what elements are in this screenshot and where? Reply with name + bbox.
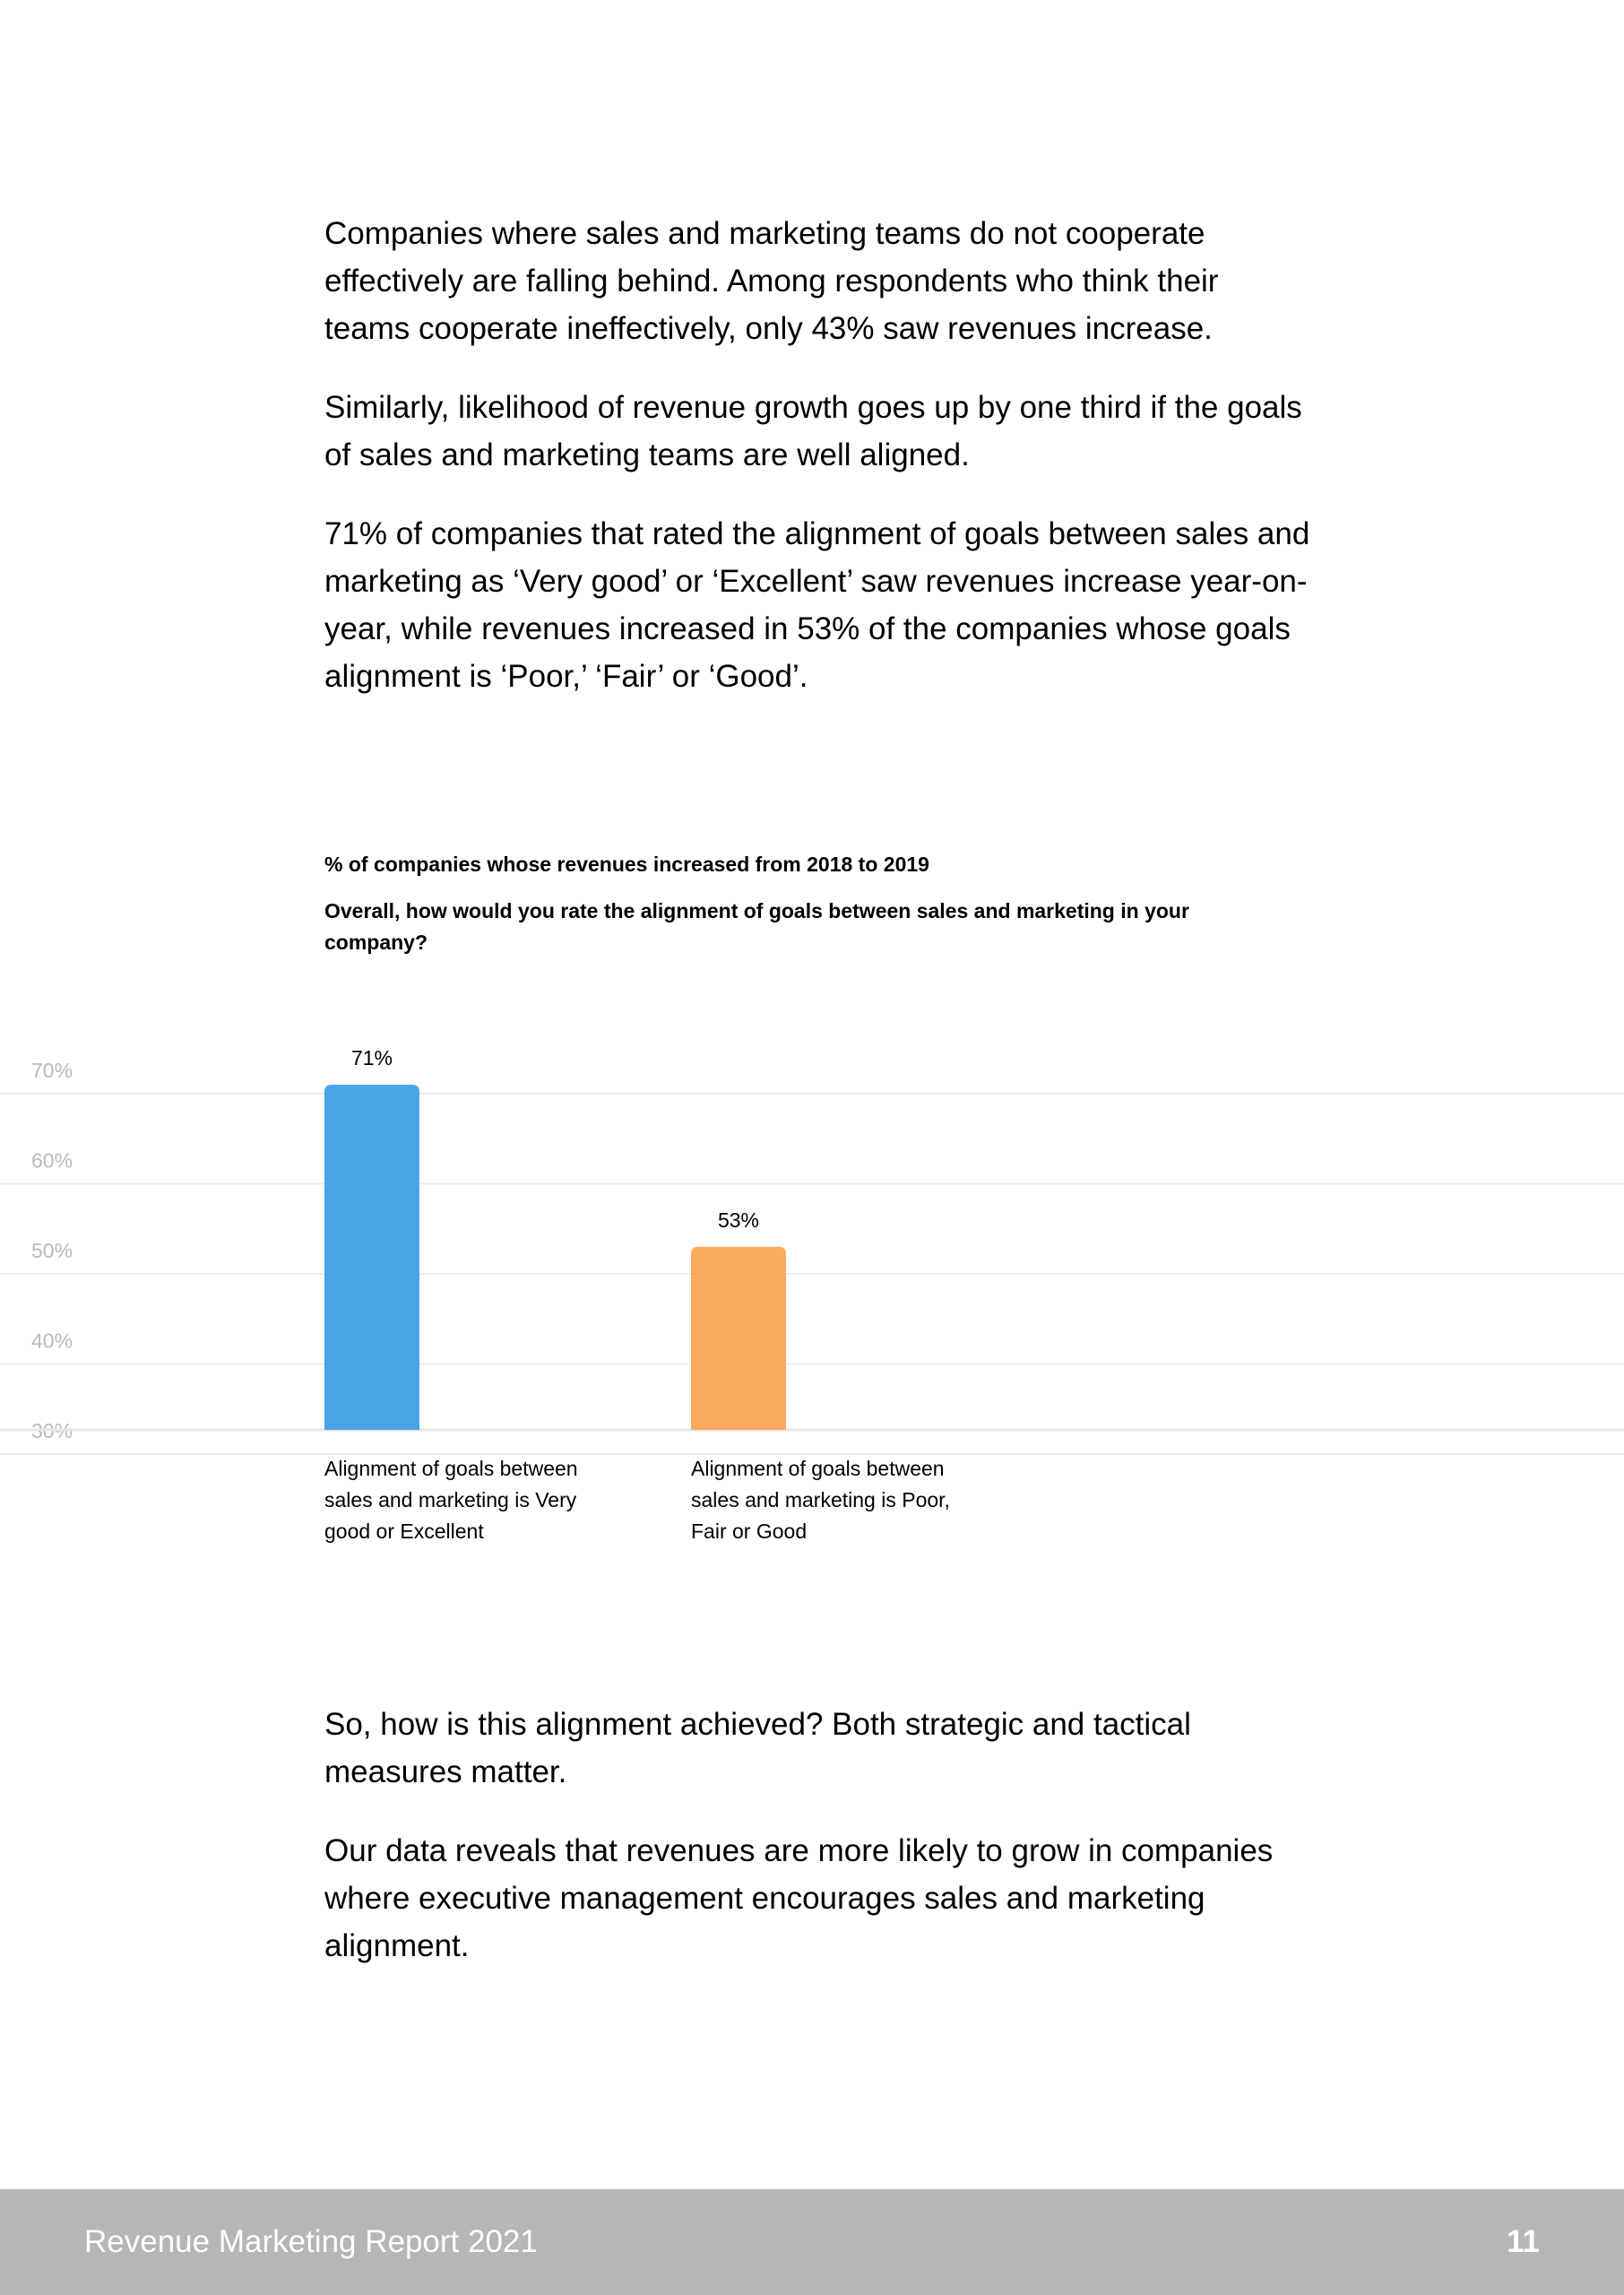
page-footer [0, 2189, 1624, 2295]
x-category-label: good or Excellent [324, 1520, 484, 1543]
chart-title: % of companies whose revenues increased from 2018 to 2019 [324, 853, 929, 876]
bar-chart [0, 1031, 1624, 1569]
bar [691, 1247, 786, 1430]
intro-text [324, 210, 1310, 700]
y-tick-label: 40% [31, 1329, 73, 1353]
paragraph: 71% of companies that rated the alignment of goals between sales and marketing as ‘Very good’ or ‘Excellent’ saw revenues increase year-on-year, while revenues increased in 53% of the companies whose goals alignment is ‘Poor,’ ‘Fair’ or ‘Good’. [324, 516, 1310, 694]
paragraph: Our data reveals that revenues are more likely to grow in companies where executive management encourages sales and marketing alignment. [324, 1833, 1274, 1963]
page-number: 11 [1507, 2224, 1540, 2259]
y-tick-label: 50% [31, 1238, 73, 1262]
paragraph: Similarly, likelihood of revenue growth goes up by one third if the goals of sales and marketing teams are well aligned. [324, 390, 1302, 472]
paragraph: So, how is this alignment achieved? Both strategic and tactical measures matter. [324, 1707, 1191, 1789]
x-category-label: sales and marketing is Very [324, 1488, 577, 1511]
bar-value-label: 71% [350, 1045, 393, 1070]
bar [324, 1085, 419, 1430]
report-title: Revenue Marketing Report 2021 [84, 2224, 538, 2259]
x-category-label: Alignment of goals between [691, 1457, 945, 1480]
paragraph: Companies where sales and marketing teams do not cooperate effectively are falling behind. Among respondents who think their teams cooperate ineffectively, only 43% saw revenues increase. [324, 216, 1219, 346]
y-tick-label: 30% [31, 1418, 73, 1442]
chart-subtitle: Overall, how would you rate the alignment of goals between sales and marketing in your company? [324, 899, 1189, 954]
x-category-label: sales and marketing is Poor, [691, 1488, 950, 1511]
x-category-label: Alignment of goals between [324, 1457, 578, 1480]
y-tick-label: 60% [31, 1148, 73, 1173]
x-category-label: Fair or Good [691, 1520, 808, 1543]
outro-text [324, 1701, 1310, 1970]
bar-value-label: 53% [717, 1208, 760, 1232]
y-tick-label: 70% [31, 1059, 73, 1082]
